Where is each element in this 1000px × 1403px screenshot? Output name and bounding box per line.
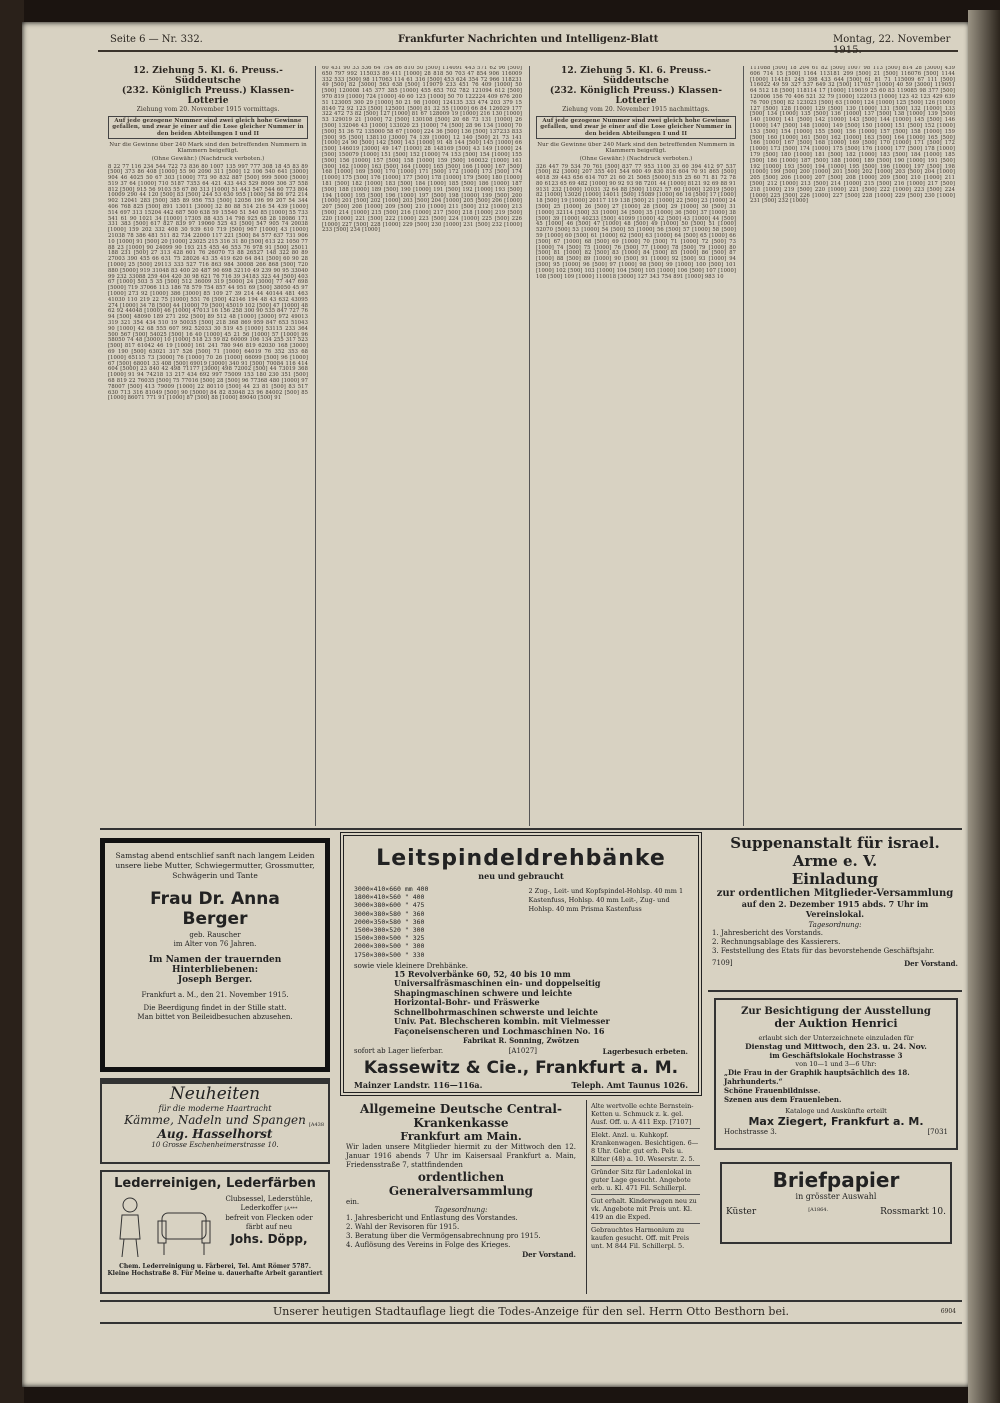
neuheiten-name: Aug. Hasselhorst <box>157 1127 273 1141</box>
obituary-mourners: Im Namen der trauernden Hinterbliebenen: <box>148 955 282 975</box>
briefpapier-ad-wrap <box>714 1156 958 1294</box>
lottery-notice-box: Auf jede gezogene Nummer sind zwei gleich hohe Gewinne gefallen, und zwar je einer auf die Lose gleicher Nummer in den beiden Abteilungen I und II <box>108 116 308 139</box>
auktion-item: Szenen aus dem Frauenleben. <box>724 1095 842 1104</box>
neuheiten-ref: [A438 <box>308 1122 324 1128</box>
leitspindel-title: Leitspindeldrehbänke <box>376 846 666 871</box>
list-item: 1. Jahresbericht des Vorstands. <box>712 929 823 937</box>
leder-name: Johs. Döpp, <box>230 1232 308 1246</box>
lottery-notice-box: Auf jede gezogene Nummer sind zwei gleich hohe Gewinne gefallen, und zwar je einer auf die Lose gleicher Nummer in den beiden Abteilungen I und II <box>536 116 736 139</box>
krankenkasse-ad <box>340 1100 582 1294</box>
table-row: 1750×300×500 " 330 <box>354 950 425 959</box>
scan-border-left <box>0 0 24 1403</box>
leder-ref: [A*** <box>284 1206 298 1212</box>
machine-list <box>394 970 688 1037</box>
list-item: 3. Feststellung des Etats für das bevorstehende Geschäftsjahr. <box>712 947 935 955</box>
table-row: 3000×380×600 " 475 <box>354 901 425 910</box>
page-edge-right <box>968 10 1000 1403</box>
column-divider <box>529 66 530 826</box>
leitspindel-factory: Fabrikat R. Sonning, Zwötzen <box>462 1036 580 1046</box>
leitspindel-phone: Teleph. Amt Taunus 1026. <box>571 1080 688 1091</box>
krankenkasse-meeting: ordentlichen Generalversammlung <box>388 1170 534 1198</box>
leder-address: Chem. Lederreinigung u. Färberei, Tel. Amt Römer 5787. <box>119 1263 311 1270</box>
leder-title: Lederreinigen, Lederfärben <box>114 1176 316 1191</box>
leder-ad <box>100 1170 330 1294</box>
auktion-ref: [7031 <box>927 1128 948 1136</box>
lottery-title: 12. Ziehung 5. Kl. 6. Preuss.-Süddeutsche <box>133 66 283 86</box>
page-number: Seite 6 — Nr. 332. <box>110 34 203 45</box>
leder-text: färbt auf neu <box>245 1223 293 1231</box>
leitspindel-visit: Lagerbesuch erbeten. <box>602 1047 688 1057</box>
suppenanstalt-invite: Einladung <box>791 870 879 888</box>
lottery-numbers: 8 22 77 116 234 544 722 73 836 80 1007 135 997 777 308 18 45 83 89 [500] 373 86 408 [1000] 55 90 2090 311 [500] 12 106 540 641 [3000] 904 46 4025 50 67 303 [1000] 773 90 832 887 [500] 999 5000 [5000] 519 37 64 [1000] 710 5187 7353 64 421 433 443 529 8009 306 37 558 812 [500] 915 56 9103 55 67 80 313 [1000] 51 443 547 544 60 773 804 10009 290 44 120 [500] 83 [500] 244 53 630 955 [1000] 58 86 972 214 902 12041 283 [500] 385 89 956 753 [500] 12056 196 99 207 54 344 406 768 825 [500] 891 13011 [3000] 32 80 88 514 216 54 439 [1000] 514 697 313 15204 442 687 500 638 59 15540 51 540 85 [1000] 55 733 541 61 90 1021 34 [1000] 17305 88 435 14 798 925 68 28 18086 171 331 383 [500] 617 827 839 97 19060 525 43 [500] 547 905 74 20038 [1000] 159 202 332 408 30 939 610 719 [500] 967 [1000] 43 [1000] 21038 78 386 481 511 82 734 22000 117 221 [500] 84 577 637 731 906 10 [1000] 91 [500] 20 [1000] 23025 215 316 31 80 [500] 613 22 1050 77 88 23 [1000] 90 24099 90 193 215 455 46 553 76 978 91 [500] 25011 188 231 [500] 27 313 428 601 76 26070 73 88 26527 148 322 80 89 27003 390 455 66 631 75 28026 43 35 419 620 64 841 [500] 60 90 28 [1000] 25 [500] 29113 333 527 716 863 984 30008 266 868 [500] 720 880 [5000] 919 31048 83 400 20 487 90 698 32110 49 239 90 95 33040 99 232 33088 259 404 420 30 98 621 76 716 39 34183 323 44 [500] 403 67 [1000] 503 5 35 [500] 512 36009 319 [5000] 24 [3000] 77 447 698 [5000] 719 37066 113 186 78 579 754 857 44 951 69 [500] 38050 45 97 [1000] 273 92 [1000] 386 [3000] 85 109 27 39 214 44 40144 481 463 41030 110 219 22 75 [1000] 551 76 [500] 42146 194 48 43 632 43095 274 [1000] 34 78 [500] 44 [1000] 79 [500] 45019 102 [500] 47 [1000] 48 62 92 44048 [1000] 46 [1000] 47013 16 156 258 300 90 535 847 727 76 94 [500] 48090 189 271 292 [500] 89 512 48 [1000] [3000] 972 49013 319 321 354 434 510 19 50035 [500] 218 368 869 959 847 653 51043 90 [1000] 42 68 555 607 992 52033 30 519 45 [1000] 53115 233 364 500 567 [500] 54025 [500] 16 40 [1000] 45 21 56 [1000] 57 [1000] 96 58050 74 48 [3000] 10 [1000] 518 23 59 82 60009 106 134 255 317 523 [500] 817 61042 46 19 [1000] 161 241 780 946 819 62030 168 [3000] 69 190 [500] 63021 317 526 [500] 71 [1000] 64019 76 352 353 68 [1000] 65115 73 [3000] 76 [1000] 70 26 [1000] 66099 [500] 96 [1000] 67 [500] 68001 33 408 [500] 69019 [3000] 340 91 [500] 70084 116 414 604 [5000] 23 840 42 498 71177 [3000] 498 72002 [500] 44 73019 368 [1000] 91 94 74218 13 217 434 692 997 75009 153 180 230 351 [500] 68 819 22 76035 [500] 75 77016 [500] 28 [500] 96 77368 480 [1000] 97 78007 [500] 413 79009 [1000] 22 80110 [500] 44 23 81 [500] 83 517 630 713 316 81049 [500] 90 [5000] 84 82 83048 23 96 84002 [500] 85 [1000] 86071 771 91 [1000] 87 [500] 88 [1000] 89040 [500] 91 <box>108 163 308 402</box>
lottery-subtitle: Ziehung vom 20. November 1915 vormittags. <box>136 106 280 113</box>
list-item: Universalfräsmaschinen ein- und doppelseitig <box>394 978 601 989</box>
briefpapier-ref: [A1864. <box>808 1207 829 1213</box>
suppenanstalt-when: auf den 2. Dezember 1915 abds. 7 Uhr im Vereinslokal. <box>741 899 929 919</box>
obituary-intro: Samstag abend entschlief sanft nach langem Leiden unsere liebe Mutter, Schwiegermutter, Grossmutter, Schwägerin und Tante <box>115 851 315 880</box>
auktion-hours: von 10—1 und 3—6 Uhr: <box>795 1060 877 1068</box>
briefpapier-line: in grösster Auswahl <box>795 1192 877 1201</box>
list-item: 15 Revolverbänke 60, 52, 40 bis 10 mm <box>394 968 571 979</box>
obituary-age: im Alter von 76 Jahren. <box>173 940 257 948</box>
lottery-note: Nur die Gewinne über 240 Mark sind den betreffenden Nummern in Klammern beigefügt. <box>537 141 735 155</box>
auktion-address: Hochstrasse 3. <box>724 1128 777 1136</box>
suppenanstalt-meeting: zur ordentlichen Mitglieder-Versammlung <box>716 888 954 899</box>
leitspindel-subtitle: neu und gebraucht <box>478 871 564 881</box>
krankenkasse-text: Wir laden unsere Mitglieder hiermit zu der Mittwoch den 12. Januar 1916 abends 7 Uhr im Kaisersaal Frankfurt a. Main, Friedensstraße 7, stattfindenden <box>346 1143 576 1169</box>
classified-item: Gründer Sitz für Ladenlokal in guter Lage gesucht. Angebote erb. u. Kl. 471 Fil. Schillerpl. <box>591 1166 700 1195</box>
page-header <box>98 32 958 56</box>
leitspindel-ad <box>340 832 702 1096</box>
neuheiten-address: 10 Grosse Eschenheimerstrasse 10. <box>151 1141 279 1149</box>
footer-text: Unserer heutigen Stadtauflage liegt die Todes-Anzeige für den sel. Herrn Otto Besthorn bei. <box>273 1305 789 1318</box>
neuheiten-ad <box>100 1078 330 1164</box>
krankenkasse-city: Frankfurt am Main. <box>400 1130 522 1143</box>
obituary-born: geb. Rauscher <box>189 931 241 939</box>
list-item: 2. Wahl der Revisoren für 1915. <box>346 1223 460 1231</box>
man-illustration <box>106 1195 154 1259</box>
classifieds-column <box>586 1100 704 1294</box>
table-row: 3000×380×580 " 360 <box>354 909 425 918</box>
footer-notice <box>100 1300 962 1324</box>
machine-table <box>354 885 528 959</box>
leder-guarantee: Kleine Hochstraße 8. Für Meine u. dauerhafte Arbeit garantiert <box>107 1270 323 1277</box>
column-divider <box>743 66 744 826</box>
leitspindel-company: Kassewitz & Cie., Frankfurt a. M. <box>363 1058 679 1079</box>
suppenanstalt-title: Suppenanstalt für israel. Arme e. V. <box>730 834 940 870</box>
suppenanstalt-ref: 7109] <box>712 959 733 967</box>
leder-text: Clubsessel, Lederstühle, <box>225 1195 313 1203</box>
lottery-numbers: 60 431 90 33 536 64 754 86 810 50 [500] 114091 443 571 62 96 [500] 650 797 992 115033 89 411 [1000] 28 818 50 703 47 854 906 116009 332 533 [500] 98 117063 114 61 316 [500] 453 624 354 72 966 118231 49 [500] 82 [3000] 563 638 [500] 119079 233 451 76 409 [1000] 50 [500] 120008 145 377 385 [1000] 455 653 702 782 121094 612 [500] 970 819 [1000] 724 [1000] 40 60 123 [1000] 50 70 122224 409 676 200 51 123005 300 29 [1000] 50 21 98 [1000] 124135 333 474 203 379 15 8140 72 92 123 [500] 125001 [500] 81 32 55 [1000] 66 84 126029 177 322 472 73 82 [500] 127 [1000] 81 67 128009 19 [1000] 216 130 [1000] 53 129019 21 [1000] 72 [500] 130108 [500] 20 68 73 131 [1000] 26 [500] 132046 43 [1000] 133020 23 [1000] 74 [500] 28 96 134 [1000] 70 [500] 51 36 72 135000 58 67 [1000] 224 36 [500] 136 [500] 137233 833 [500] 95 [500] 138110 [3000] 74 139 [1000] 12 140 [500] 21 73 141 [1000] 24 90 [500] 142 [500] 143 [1000] 91 48 144 [500] 145 [1000] 66 [500] 146019 [3000] 49 147 [1000] 28 148169 [500] 43 149 [1000] 24 [500] 150079 [1000] 151 [500] 152 [1000] 74 153 [500] 154 [1000] 155 [500] 156 [1000] 157 [500] 158 [1000] 159 [500] 160032 [1000] 161 [500] 162 [1000] 163 [500] 164 [1000] 165 [500] 166 [1000] 167 [500] 168 [1000] 169 [500] 170 [1000] 171 [500] 172 [1000] 173 [500] 174 [1000] 175 [500] 176 [1000] 177 [500] 178 [1000] 179 [500] 180 [1000] 181 [500] 182 [1000] 183 [500] 184 [1000] 185 [500] 186 [1000] 187 [500] 188 [1000] 189 [500] 190 [1000] 191 [500] 192 [1000] 193 [500] 194 [1000] 195 [500] 196 [1000] 197 [500] 198 [1000] 199 [500] 200 [1000] 201 [500] 202 [1000] 203 [500] 204 [1000] 205 [500] 206 [1000] 207 [500] 208 [1000] 209 [500] 210 [1000] 211 [500] 212 [1000] 213 [500] 214 [1000] 215 [500] 216 [1000] 217 [500] 218 [1000] 219 [500] 220 [1000] 221 [500] 222 [1000] 223 [500] 224 [1000] 225 [500] 226 [1000] 227 [500] 228 [1000] 229 [500] 230 [1000] 231 [500] 232 [1000] 233 [500] 234 [1000] <box>322 66 522 234</box>
machine-notes: 2 Zug-, Leit- und Kopfspindel-Hohlsp. 40 mm 1 Kastenfuss, Hohlsp. 40 mm Leit-, Zug- und Hohlsp. 40 mm Prisma Kastenfuss <box>528 887 684 913</box>
suppenanstalt-agenda-title: Tagesordnung: <box>808 921 862 929</box>
auktion-item: „Die Frau in der Graphik hauptsächlich des 18. Jahrhunderts.“ <box>724 1068 910 1086</box>
issue-date: Montag, 22. November 1915. <box>833 34 951 56</box>
briefpapier-address: Rossmarkt 10. <box>880 1207 946 1217</box>
obituary-name: Frau Dr. Anna Berger <box>150 889 280 929</box>
armchair-illustration <box>154 1195 214 1259</box>
table-row: 1500×300×520 " 300 <box>354 926 425 935</box>
classified-item: Elekt. Anzl. u. Kuhkopf. Krankenwagen. Besichtigen. 6—8 Uhr. Gebr. gut erh. Pels u. Kilter (48) a. 10. Weserstr. 2. 5. <box>591 1129 700 1166</box>
lottery-numbers: 111088 [500] 18 204 61 82 [500] 1007 98 113 [500] 814 28 [3000] 439 606 714 15 [500] 1164 113181 299 [500] 21 [500] 116076 [500] 1144 [1000] 114181 245 398 433 644 [500] 61 81 71 115009 67 111 [500] 116022 49 59 327 537 649 32 [500] 117057 [1000] 40 59 [3000] 119051 64 512 18 [500] 118114 17 [1000] 119019 25 60 83 119085 98 377 [500] 120006 156 70 406 521 32 79 [1000] 122013 [1000] 123 42 123 429 639 76 700 [500] 82 123023 [500] 63 [1000] 124 [1000] 125 [500] 126 [1000] 127 [500] 128 [1000] 129 [500] 130 [1000] 131 [500] 132 [1000] 133 [500] 134 [1000] 135 [500] 136 [1000] 137 [500] 138 [1000] 139 [500] 140 [1000] 141 [500] 142 [1000] 143 [500] 144 [1000] 145 [500] 146 [1000] 147 [500] 148 [1000] 149 [500] 150 [1000] 151 [500] 152 [1000] 153 [500] 154 [1000] 155 [500] 156 [1000] 157 [500] 158 [1000] 159 [500] 160 [1000] 161 [500] 162 [1000] 163 [500] 164 [1000] 165 [500] 166 [1000] 167 [500] 168 [1000] 169 [500] 170 [1000] 171 [500] 172 [1000] 173 [500] 174 [1000] 175 [500] 176 [1000] 177 [500] 178 [1000] 179 [500] 180 [1000] 181 [500] 182 [1000] 183 [500] 184 [1000] 185 [500] 186 [1000] 187 [500] 188 [1000] 189 [500] 190 [1000] 191 [500] 192 [1000] 193 [500] 194 [1000] 195 [500] 196 [1000] 197 [500] 198 [1000] 199 [500] 200 [1000] 201 [500] 202 [1000] 203 [500] 204 [1000] 205 [500] 206 [1000] 207 [500] 208 [1000] 209 [500] 210 [1000] 211 [500] 212 [1000] 213 [500] 214 [1000] 215 [500] 216 [1000] 217 [500] 218 [1000] 219 [500] 220 [1000] 221 [500] 222 [1000] 223 [500] 224 [1000] 225 [500] 226 [1000] 227 [500] 228 [1000] 229 [500] 230 [1000] 231 [500] 232 [1000] <box>750 66 955 205</box>
briefpapier-title: Briefpapier <box>772 1168 900 1192</box>
obituary-request: Man bittet von Beileidbesuchen abzusehen. <box>137 1013 293 1021</box>
table-row: 2000×350×580 " 360 <box>354 917 425 926</box>
lottery-title-2: (232. Königlich Preuss.) Klassen-Lotterie <box>549 86 723 106</box>
lottery-rights: (Ohne Gewähr.) (Nachdruck verboten.) <box>579 156 693 163</box>
table-row: 3000×410×660 mm 400 <box>354 885 429 893</box>
auktion-catalog: Kataloge und Auskünfte erteilt <box>785 1107 887 1115</box>
auktion-name: Max Ziegert, Frankfurt a. M. <box>748 1115 924 1128</box>
obituary-funeral: Die Beerdigung findet in der Stille statt. <box>143 1004 287 1012</box>
briefpapier-name: Küster <box>726 1207 757 1217</box>
lottery-title-2: (232. Königlich Preuss.) Klassen-Lotterie <box>121 86 295 106</box>
leder-text: Lederkoffer <box>240 1204 283 1212</box>
leder-text: befreit von Flecken oder <box>225 1214 313 1222</box>
auktion-title-2: der Auktion Henrici <box>774 1017 898 1030</box>
krankenkasse-invite: ein. <box>346 1198 360 1206</box>
auktion-title: Zur Besichtigung der Ausstellung <box>741 1006 931 1017</box>
table-row: 1500×300×500 " 325 <box>354 934 425 943</box>
list-item: Shapingmaschinen schwere und leichte <box>394 987 573 998</box>
suppenanstalt-ad <box>708 832 962 992</box>
lottery-note: Nur die Gewinne über 240 Mark sind den betreffenden Nummern in Klammern beigefügt. <box>109 141 307 155</box>
krankenkasse-signer: Der Vorstand. <box>522 1250 576 1259</box>
list-item: Schnellbohrmaschinen schwerste und leichte <box>394 1006 598 1017</box>
lottery-subtitle: Ziehung vom 20. November 1915 nachmittags. <box>562 106 710 113</box>
suppenanstalt-signer: Der Vorstand. <box>904 959 958 968</box>
list-item: Univ. Pat. Blechscheren kombin. mit Vielmesser <box>394 1016 610 1027</box>
list-item: 3. Beratung über die Vermögensabrechnung pro 1915. <box>346 1232 541 1240</box>
briefpapier-ad <box>720 1162 952 1244</box>
obituary-signer: Joseph Berger. <box>177 975 253 985</box>
obituary-date: Frankfurt a. M., den 21. November 1915. <box>141 991 289 999</box>
classified-item: Gut erhalt. Kinderwagen neu zu vk. Angebote mit Preis unt. Kl. 419 an die Exped. <box>591 1195 700 1224</box>
auktion-dates: Dienstag und Mittwoch, den 23. u. 24. Nov. <box>745 1042 927 1051</box>
krankenkasse-title: Allgemeine Deutsche Central-Krankenkasse <box>360 1102 562 1130</box>
column-divider <box>315 66 316 826</box>
classified-item: Alte wertvolle echte Bernstein-Ketten u. Schmuck z. k. gel. Ausf. Off. u. A 411 Exp. [7107] <box>591 1102 700 1129</box>
auktion-text: erlaubt sich der Unterzeichnete einzuladen für <box>758 1034 914 1042</box>
leitspindel-ref: [A1027] <box>508 1047 538 1056</box>
neuheiten-products: Kämme, Nadeln und Spangen <box>124 1113 306 1127</box>
lottery-morning-column <box>108 66 308 826</box>
list-item: 4. Auflösung des Vereins in Folge des Krieges. <box>346 1241 511 1249</box>
obituary-ad <box>100 838 330 1072</box>
footer-ref: 6904 <box>940 1308 956 1315</box>
auktion-item: Schöne Frauenbildnisse. <box>724 1086 821 1095</box>
lottery-numbers: 326 447 79 534 70 761 [500] 837 77 953 1100 33 60 394 412 97 537 [500] 82 [3000] 207 355 401 544 600 49 830 816 604 70 91 865 [500] 4018 39 443 656 614 707 21 60 21 5065 [5000] 515 25 60 71 81 72 78 80 6123 65 69 482 [1000] 90 92 93 98 7201 44 [1000] 8121 92 69 88 91 9131 232 [1000] 10031 32 64 88 [500] 11021 57 60 [1000] 12019 [500] 82 [1000] 13026 [1000] 14011 [500] 15089 [1000] 66 16 [500] 17 [1000] 18 [500] 19 [1000] 20117 119 138 [500] 21 [1000] 22 [500] 23 [1000] 24 [500] 25 [1000] 26 [500] 27 [1000] 28 [500] 29 [1000] 30 [500] 31 [1000] 32114 [500] 33 [1000] 34 [500] 35 [1000] 36 [500] 37 [1000] 38 [500] 39 [1000] 40233 [500] 41099 [1000] 42 [500] 43 [1000] 44 [500] 45 [1000] 46 [500] 47 [1000] 48 [500] 49 [1000] 50 [500] 51 [1000] 52070 [500] 53 [1000] 54 [500] 55 [1000] 56 [500] 57 [1000] 58 [500] 59 [1000] 60 [500] 61 [1000] 62 [500] 63 [1000] 64 [500] 65 [1000] 66 [500] 67 [1000] 68 [500] 69 [1000] 70 [500] 71 [1000] 72 [500] 73 [1000] 74 [500] 75 [1000] 76 [500] 77 [1000] 78 [500] 79 [1000] 80 [500] 81 [1000] 82 [500] 83 [1000] 84 [500] 85 [1000] 86 [500] 87 [1000] 88 [500] 89 [1000] 90 [500] 91 [1000] 92 [500] 93 [1000] 94 [500] 95 [1000] 96 [500] 97 [1000] 98 [500] 99 [1000] 100 [500] 101 [1000] 102 [500] 103 [1000] 104 [500] 105 [1000] 106 [500] 107 [1000] 108 [500] 109 [1000] 110018 [3000] 127 343 754 891 [1000] 983 10 <box>536 163 736 280</box>
list-item: 1. Jahresbericht und Entlastung des Vorstandes. <box>346 1214 518 1222</box>
lottery-numbers-column-4 <box>750 66 955 826</box>
lottery-numbers-column-2 <box>322 66 522 826</box>
classified-item: Gebrauchtes Harmonium zu kaufen gesucht. Off. mit Preis unt. M 844 Fil. Schillerpl. 5. <box>591 1226 690 1250</box>
table-row: 2000×300×500 " 300 <box>354 942 425 951</box>
neuheiten-title: Neuheiten <box>169 1084 261 1104</box>
list-item: 2. Rechnungsablage des Kassierers. <box>712 938 841 946</box>
auktion-location: im Geschäftslokale Hochstrasse 3 <box>769 1051 903 1060</box>
list-item: Façoneisenscheren und Lochmaschinen No. 16 <box>394 1025 605 1036</box>
leitspindel-address: Mainzer Landstr. 116—116a. <box>354 1080 483 1091</box>
neuheiten-line: für die moderne Haartracht <box>158 1104 272 1113</box>
table-row: 1800×410×560 " 400 <box>354 893 425 902</box>
ads-divider <box>100 828 962 830</box>
krankenkasse-agenda-title: Tagesordnung: <box>434 1206 488 1214</box>
newspaper-title: Frankfurter Nachrichten und Intelligenz-Blatt <box>398 34 659 45</box>
lottery-title: 12. Ziehung 5. Kl. 6. Preuss.-Süddeutsche <box>561 66 711 86</box>
lottery-afternoon-column <box>536 66 736 826</box>
leitspindel-delivery: sofort ab Lager lieferbar. <box>354 1047 444 1056</box>
leitspindel-also: sowie viele kleinere Drehbänke. <box>354 961 468 970</box>
auktion-ad <box>714 998 958 1150</box>
list-item: Horizontal-Bohr- und Fräswerke <box>394 997 540 1008</box>
lottery-rights: (Ohne Gewähr.) (Nachdruck verboten.) <box>151 156 265 163</box>
